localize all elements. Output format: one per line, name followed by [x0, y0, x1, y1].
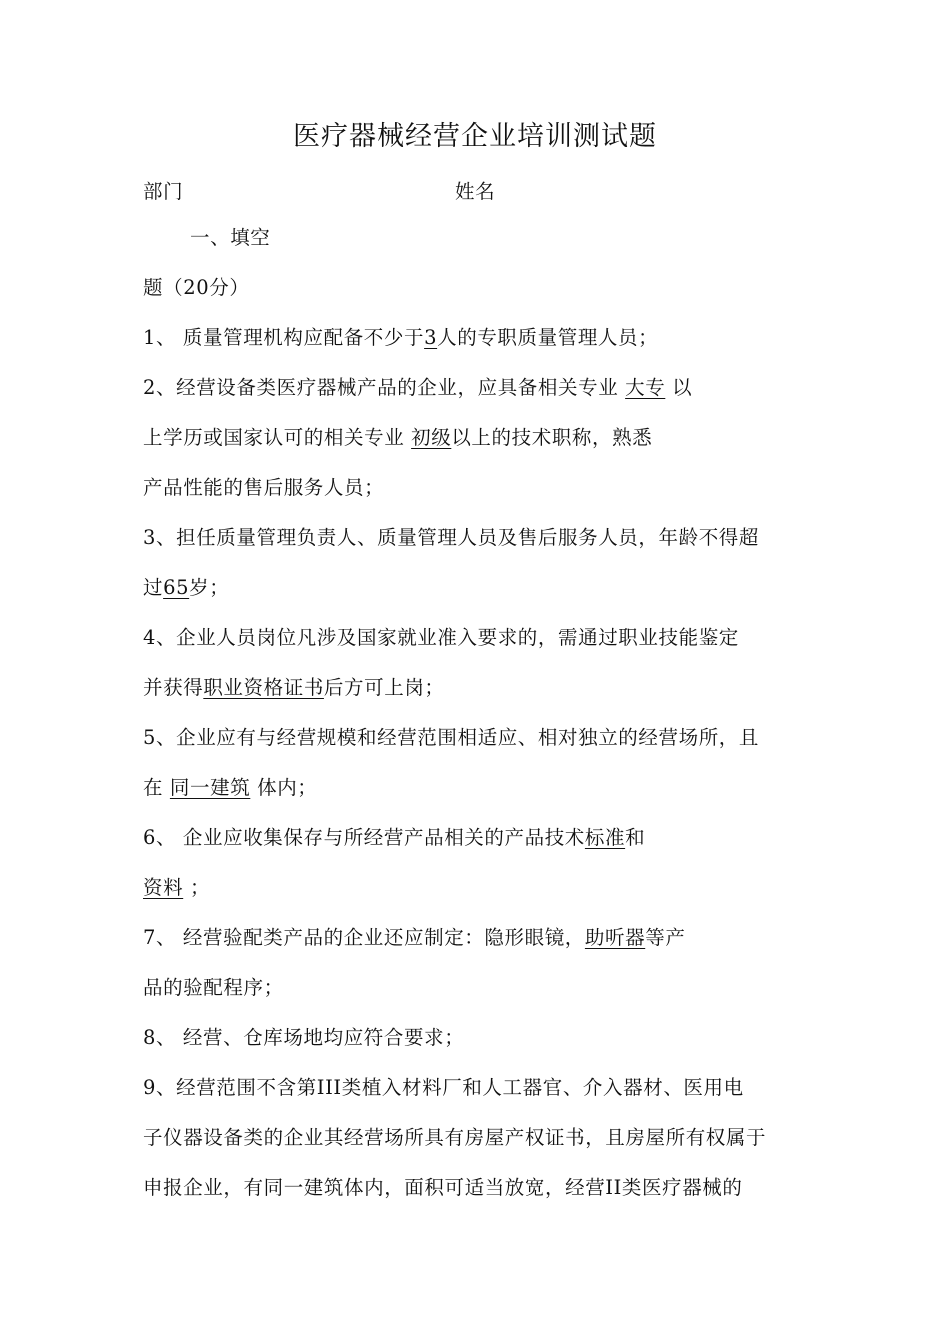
question-text: 人的专职质量管理人员； [437, 326, 659, 349]
answer-blank: 初级 [411, 426, 452, 449]
question-8: 8、 经营、仓库场地均应符合要求； [143, 1026, 465, 1049]
department-label: 部门 [143, 180, 184, 203]
question-text: 6、 企业应收集保存与所经营产品相关的产品技术 [143, 826, 585, 849]
question-text: 并获得 [143, 676, 204, 699]
question-text: 2、经营设备类医疗器械产品的企业，应具备相关专业 [143, 376, 626, 399]
question-text: 1、 质量管理机构应配备不少于 [143, 326, 425, 349]
question-4-line-1: 4、企业人员岗位凡涉及国家就业准入要求的，需通过职业技能鉴定 [143, 626, 739, 649]
question-2-line-2 [143, 422, 652, 450]
section-score: 题（20分） [143, 276, 250, 299]
question-text: 体内； [250, 776, 318, 799]
name-label: 姓名 [455, 180, 496, 203]
answer-blank: 助听器 [584, 926, 646, 949]
question-text: 7、 经营验配类产品的企业还应制定：隐形眼镜， [143, 926, 585, 949]
answer-blank: 同一建筑 [169, 776, 251, 799]
question-2-line-1 [143, 372, 692, 400]
answer-blank: 3 [424, 326, 438, 349]
question-text: 过 [143, 576, 164, 599]
answer-blank: 65 [163, 576, 190, 599]
question-6-line-2 [143, 872, 210, 900]
question-6-line-1 [143, 822, 645, 850]
question-text: 上学历或国家认可的相关专业 [143, 426, 412, 449]
question-text: 以上的技术职称，熟悉 [451, 426, 653, 449]
question-3-line-1: 3、担任质量管理负责人、质量管理人员及售后服务人员，年龄不得超 [143, 526, 760, 549]
answer-blank: 大专 [625, 376, 666, 399]
answer-blank: 标准 [584, 826, 626, 849]
question-9-line-3: 申报企业，有同一建筑体内，面积可适当放宽，经营II类医疗器械的 [143, 1176, 743, 1199]
question-9-line-1: 9、经营范围不含第III类植入材料厂和人工器官、介入器材、医用电 [143, 1076, 744, 1099]
question-2-line-3: 产品性能的售后服务人员； [143, 476, 385, 499]
question-1 [143, 322, 658, 350]
question-9-line-2: 子仪器设备类的企业其经营场所具有房屋产权证书，且房屋所有权属于 [143, 1126, 767, 1149]
question-text: 和 [625, 826, 646, 849]
question-3-line-2 [143, 572, 229, 600]
answer-blank: 职业资格证书 [203, 676, 324, 699]
question-7-line-2: 品的验配程序； [143, 976, 284, 999]
question-text: 等产 [645, 926, 686, 949]
question-4-line-2 [143, 672, 445, 700]
question-7-line-1 [143, 922, 685, 950]
answer-blank: 资料 [143, 876, 184, 899]
question-text: ； [183, 876, 211, 899]
question-text: 岁； [189, 576, 230, 599]
question-text: 以 [665, 376, 693, 399]
question-text: 后方可上岗； [323, 676, 445, 699]
document-title: 医疗器械经营企业培训测试题 [293, 121, 657, 152]
question-text: 在 [143, 776, 170, 799]
question-5-line-2 [143, 772, 317, 800]
question-5-line-1: 5、企业应有与经营规模和经营范围相适应、相对独立的经营场所，且 [143, 726, 760, 749]
section-heading: 一、填空 [190, 226, 271, 249]
